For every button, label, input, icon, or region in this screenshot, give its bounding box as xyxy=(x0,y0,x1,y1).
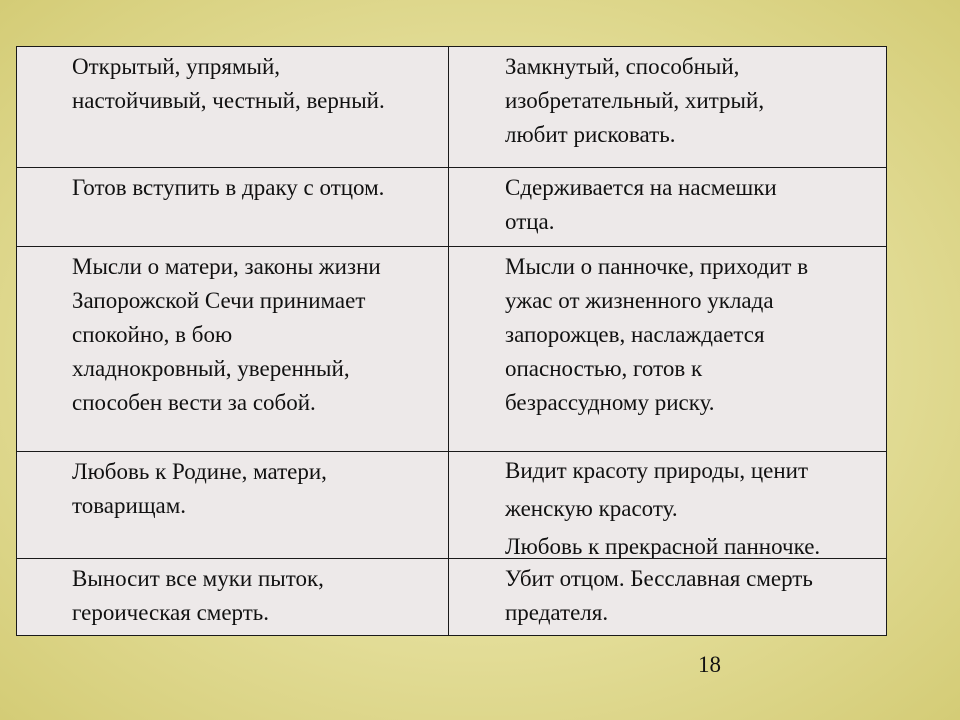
page-number: 18 xyxy=(698,652,721,677)
table-cell-row1-right: Замкнутый, способный, изобретательный, хитрый, любит рисковать. xyxy=(449,47,886,168)
table-cell-row1-left: Открытый, упрямый, настойчивый, честный, верный. xyxy=(17,47,449,168)
table-cell-row5-left: Выносит все муки пыток, героическая смерть. xyxy=(17,559,449,635)
table-cell-row2-right: Сдерживается на насмешки отца. xyxy=(449,168,886,247)
table-cell-row3-right: Мысли о панночке, приходит в ужас от жизненного уклада запорожцев, наслаждается опасностью, готов к безрассудному риску. xyxy=(449,247,886,452)
table-cell-row3-left: Мысли о матери, законы жизни Запорожской Сечи принимает спокойно, в бою хладнокровный, уверенный, способен вести за собой. xyxy=(17,247,449,452)
table-cell-row5-right: Убит отцом. Бесславная смерть предателя. xyxy=(505,566,813,625)
table-cell-row4-left: Любовь к Родине, матери, товарищам. xyxy=(17,452,449,559)
table-cell-row2-left: Готов вступить в драку с отцом. xyxy=(17,168,449,247)
comparison-table xyxy=(16,46,887,636)
table-cell-row4-right: Видит красоту природы, ценит женскую красоту. Любовь к прекрасной панночке. xyxy=(449,452,886,559)
